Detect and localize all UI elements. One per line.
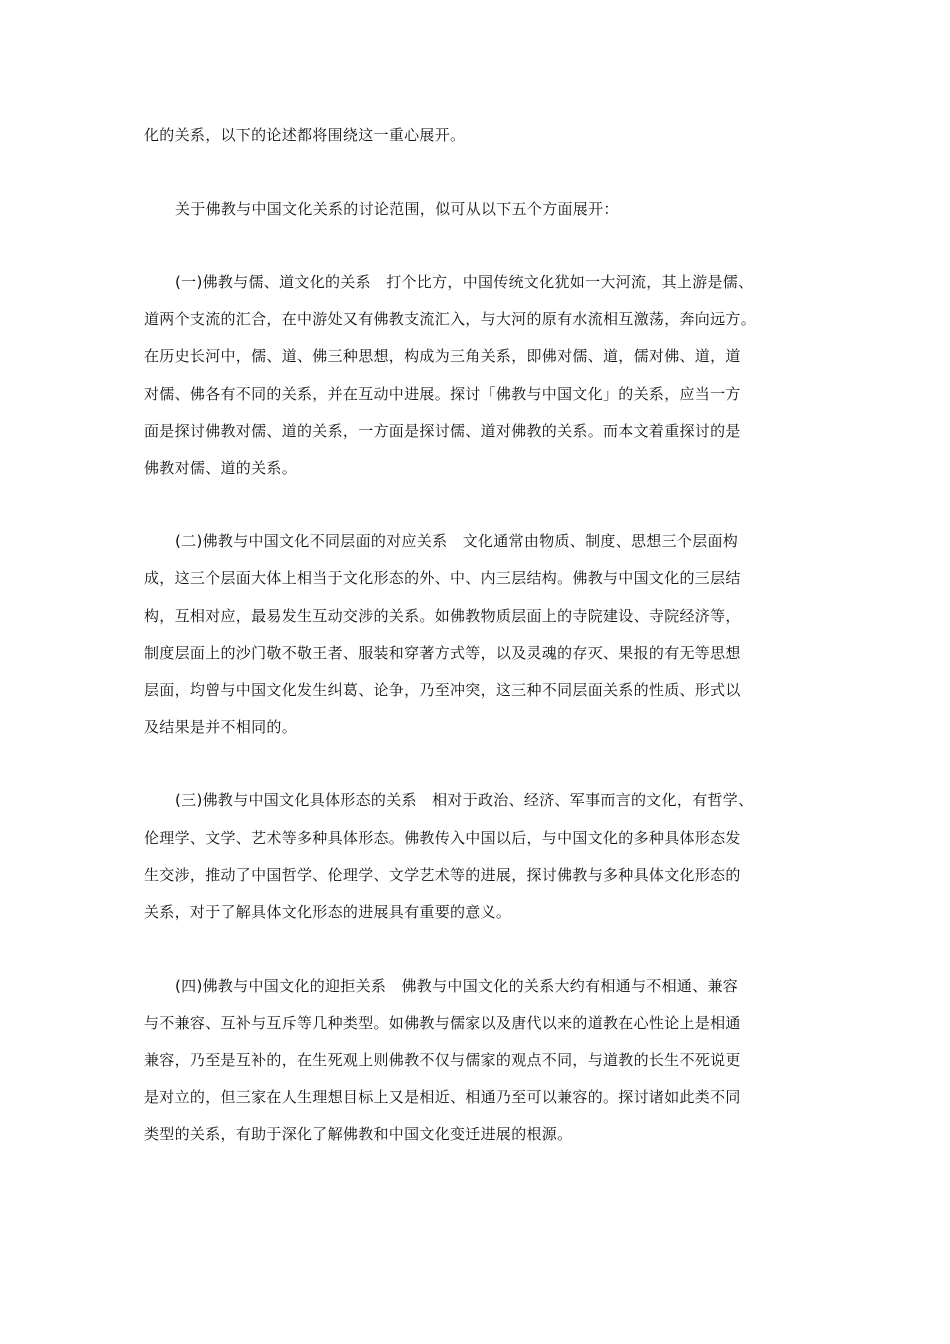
section-4-line: (四)佛教与中国文化的迎拒关系 佛教与中国文化的关系大约有相通与不相通、兼容 xyxy=(175,977,739,995)
section-2-line: 成，这三个层面大体上相当于文化形态的外、中、内三层结构。佛教与中国文化的三层结 xyxy=(144,569,741,587)
section-2-line: 制度层面上的沙门敬不敬王者、服装和穿著方式等，以及灵魂的存灭、果报的有无等思想 xyxy=(144,644,741,662)
section-3-line: 关系，对于了解具体文化形态的进展具有重要的意义。 xyxy=(144,903,512,921)
paragraph-continuation-line: 化的关系，以下的论述都将围绕这一重心展开。 xyxy=(144,126,466,144)
section-3-line: (三)佛教与中国文化具体形态的关系 相对于政治、经济、军事而言的文化，有哲学、 xyxy=(175,791,754,809)
section-1-line: 对儒、佛各有不同的关系，并在互动中进展。探讨「佛教与中国文化」的关系，应当一方 xyxy=(144,385,741,403)
section-1-line: 佛教对儒、道的关系。 xyxy=(144,459,298,477)
section-4-line: 是对立的，但三家在人生理想目标上又是相近、相通乃至可以兼容的。探讨诸如此类不同 xyxy=(144,1088,741,1106)
section-2-line: (二)佛教与中国文化不同层面的对应关系 文化通常由物质、制度、思想三个层面构 xyxy=(175,532,739,550)
section-2-line: 及结果是并不相同的。 xyxy=(144,718,298,736)
section-3-line: 生交涉，推动了中国哲学、伦理学、文学艺术等的进展，探讨佛教与多种具体文化形态的 xyxy=(144,866,741,884)
section-1-line: (一)佛教与儒、道文化的关系 打个比方，中国传统文化犹如一大河流，其上游是儒、 xyxy=(175,273,754,291)
section-1-line: 在历史长河中，儒、道、佛三种思想，构成为三角关系，即佛对儒、道，儒对佛、道，道 xyxy=(144,347,741,365)
section-4-line: 与不兼容、互补与互斥等几种类型。如佛教与儒家以及唐代以来的道教在心性论上是相通 xyxy=(144,1014,741,1032)
section-1-line: 面是探讨佛教对儒、道的关系，一方面是探讨儒、道对佛教的关系。而本文着重探讨的是 xyxy=(144,422,741,440)
section-2-line: 构，互相对应，最易发生互动交涉的关系。如佛教物质层面上的寺院建设、寺院经济等， xyxy=(144,607,741,625)
section-2-line: 层面，均曾与中国文化发生纠葛、论争，乃至冲突，这三种不同层面关系的性质、形式以 xyxy=(144,681,741,699)
intro-paragraph-line: 关于佛教与中国文化关系的讨论范围，似可从以下五个方面展开： xyxy=(175,200,619,218)
section-4-line: 兼容，乃至是互补的，在生死观上则佛教不仅与儒家的观点不同，与道教的长生不死说更 xyxy=(144,1051,741,1069)
section-4-line: 类型的关系，有助于深化了解佛教和中国文化变迁进展的根源。 xyxy=(144,1125,573,1143)
section-1-line: 道两个支流的汇合，在中游处又有佛教支流汇入，与大河的原有水流相互激荡，奔向远方。 xyxy=(144,310,757,328)
section-3-line: 伦理学、文学、艺术等多种具体形态。佛教传入中国以后，与中国文化的多种具体形态发 xyxy=(144,829,741,847)
